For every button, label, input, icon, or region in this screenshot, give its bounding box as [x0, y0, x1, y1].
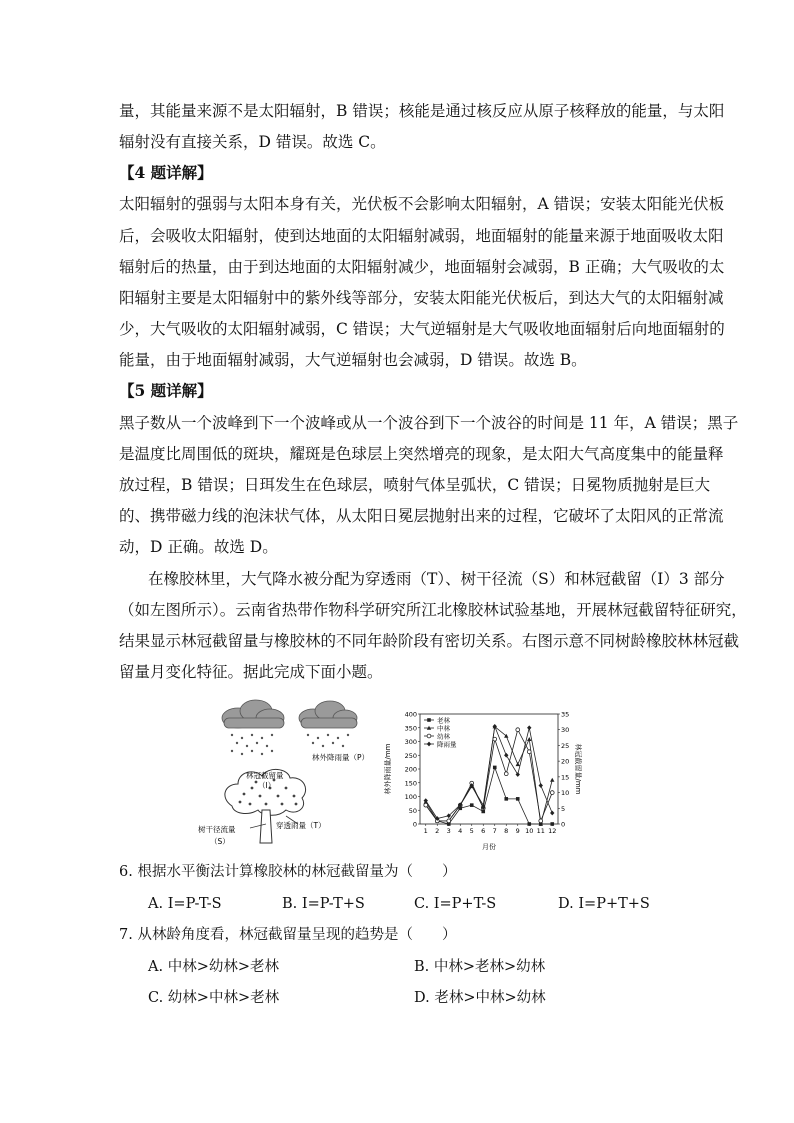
data-point [427, 718, 431, 722]
chart-legend [424, 716, 457, 749]
paragraph-line: 能量，由于地面辐射减弱，大气逆辐射也会减弱，D 错误。故选 B。 [119, 351, 587, 369]
x-tick-label: 2 [435, 827, 440, 835]
x-tick-label: 8 [504, 827, 509, 835]
section-heading-4: 【4 题详解】 [119, 163, 213, 182]
paragraph-line: 少，大气吸收的太阳辐射减弱，C 错误；大气逆辐射是大气吸收地面辐射后向地面辐射的 [119, 320, 725, 338]
stimulus-line: 结果显示林冠截留量与橡胶林的不同年龄阶段有密切关系。右图示意不同树龄橡胶林林冠截 [119, 632, 740, 650]
data-point [516, 797, 520, 801]
y-tick-label-right: 30 [561, 726, 570, 735]
data-point [539, 783, 543, 788]
data-point [504, 797, 508, 801]
paragraph-line: 是温度比周围低的斑块，耀斑是色球层上突然增亮的现象，是太阳大气高度集中的能量释 [119, 445, 724, 463]
q6-option-c[interactable]: C. I=P+T-S [414, 896, 497, 912]
data-point [527, 750, 531, 754]
data-point [447, 819, 451, 823]
q6-option-d[interactable]: D. I=P+T+S [558, 896, 650, 912]
question-7-stem: 7. 从林龄角度看，林冠截留量呈现的趋势是（ ） [119, 927, 457, 943]
x-tick-label: 11 [536, 827, 545, 835]
data-point [516, 728, 520, 732]
data-point [550, 811, 554, 816]
legend-label: 中林 [437, 724, 450, 733]
y-tick-label-right: 5 [561, 804, 566, 813]
canopy-interception-chart [380, 704, 580, 854]
legend-label: 幼林 [437, 732, 450, 741]
x-tick-label: 6 [481, 827, 486, 835]
y-tick-label-left: 400 [404, 710, 417, 719]
data-point [504, 753, 508, 758]
water-distribution-diagram [198, 698, 370, 850]
data-point [527, 822, 531, 826]
paragraph-line: 后，会吸收太阳辐射，使到达地面的太阳辐射减弱，地面辐射的能量来源于地面吸收太阳 [119, 227, 724, 245]
data-point [516, 772, 520, 777]
q6-option-b[interactable]: B. I=P-T+S [282, 896, 365, 912]
x-tick-label: 4 [458, 827, 463, 835]
data-point [527, 725, 531, 730]
y-tick-label-left: 200 [404, 765, 417, 774]
stem-label: 树干径流量 [198, 825, 236, 834]
rain-drops-icon [231, 734, 349, 755]
paragraph-line: 辐射没有直接关系，D 错误。故选 C。 [119, 133, 386, 151]
stimulus-line: （如左图所示）。云南省热带作物科学研究所江北橡胶林试验基地，开展林冠截留特征研究， [119, 601, 747, 619]
q7-option-c[interactable]: C. 幼林>中林>老林 [148, 990, 280, 1006]
paragraph-line: 太阳辐射的强弱与太阳本身有关，光伏板不会影响太阳辐射，A 错误；安装太阳能光伏板 [119, 195, 725, 213]
data-point [427, 734, 431, 738]
x-tick-label: 9 [515, 827, 520, 835]
x-tick-label: 1 [423, 827, 428, 835]
y-tick-label-left: 50 [408, 806, 417, 815]
data-point [504, 772, 508, 776]
canopy-label-code: （I） [258, 781, 276, 790]
paragraph-line: 阳辐射主要是太阳辐射中的紫外线等部分，安装太阳能光伏板后，到达大气的太阳辐射减 [119, 289, 724, 307]
cloud-icon [299, 701, 357, 728]
legend-label: 老林 [437, 716, 450, 725]
section-heading-5: 【5 题详解】 [119, 381, 213, 400]
stimulus-line: 留量月变化特征。据此完成下面小题。 [119, 663, 383, 681]
data-point [424, 803, 428, 807]
paragraph-line: 黑子数从一个波峰到下一个波峰或从一个波谷到下一个波谷的时间是 11 年，A 错误；黑子 [119, 414, 739, 432]
q7-option-b[interactable]: B. 中林>老林>幼林 [414, 959, 546, 975]
x-axis-label: 月份 [482, 843, 496, 851]
q7-option-d[interactable]: D. 老林>中林>幼林 [414, 990, 546, 1006]
data-point [493, 766, 497, 770]
q7-option-a[interactable]: A. 中林>幼林>老林 [148, 959, 279, 975]
x-tick-label: 7 [492, 827, 497, 835]
cloud-icon [222, 700, 284, 728]
y-tick-label-left: 300 [404, 738, 417, 746]
y-tick-label-right: 10 [561, 789, 570, 798]
data-point [550, 791, 554, 795]
paragraph-line: 的、携带磁力线的泡沫状气体，从太阳日冕层抛射出来的过程，它破坏了太阳风的正常流 [119, 507, 724, 525]
data-point [550, 822, 554, 826]
y-tick-label-right: 35 [561, 710, 570, 719]
y-axis-label-left: 林外降雨量/mm [384, 743, 392, 795]
x-tick-label: 12 [548, 827, 557, 835]
stimulus-line: 在橡胶林里，大气降水被分配为穿透雨（T）、树干径流（S）和林冠截留（I）3 部分 [148, 570, 725, 588]
paragraph-line: 放过程，B 错误；日珥发生在色球层，喷射气体呈弧状，C 错误；日冕物质抛射是巨大 [119, 476, 711, 494]
y-tick-label-left: 0 [412, 820, 417, 829]
rain-label: 林外降雨量（P） [312, 753, 370, 762]
y-tick-label-left: 150 [404, 779, 417, 788]
paragraph-line: 量，其能量来源不是太阳辐射，B 错误；核能是通过核反应从原子核释放的能量，与太阳 [119, 102, 725, 120]
y-tick-label-right: 20 [561, 757, 570, 766]
y-tick-label-left: 250 [404, 751, 417, 760]
x-tick-label: 5 [469, 827, 474, 835]
y-tick-label-left: 100 [404, 793, 417, 801]
y-tick-label-left: 350 [404, 724, 417, 733]
data-point [470, 803, 474, 807]
paragraph-line: 动，D 正确。故选 D。 [119, 538, 278, 556]
data-point [550, 778, 554, 782]
y-axis-label-right: 林冠截留量/mm [574, 743, 582, 795]
data-point [427, 742, 431, 747]
paragraph-line: 辐射后的热量，由于到达地面的太阳辐射减少，地面辐射会减弱，B 正确；大气吸收的太 [119, 258, 725, 276]
y-tick-label-right: 15 [561, 773, 570, 782]
q6-option-a[interactable]: A. I=P-T-S [148, 896, 222, 912]
through-label: 穿透雨量（T） [276, 821, 326, 830]
data-point [516, 762, 520, 766]
stem-label-code: （S） [210, 837, 230, 846]
y-tick-label-right: 25 [561, 741, 570, 750]
canopy-label: 林冠截留量 [246, 771, 284, 780]
x-tick-label: 3 [446, 827, 451, 835]
data-point [539, 819, 543, 823]
y-tick-label-right: 0 [561, 820, 566, 829]
legend-label: 降雨量 [437, 740, 457, 749]
question-6-stem: 6. 根据水平衡法计算橡胶林的林冠截留量为（ ） [119, 864, 457, 880]
data-point [527, 737, 531, 741]
x-tick-label: 10 [525, 827, 534, 835]
